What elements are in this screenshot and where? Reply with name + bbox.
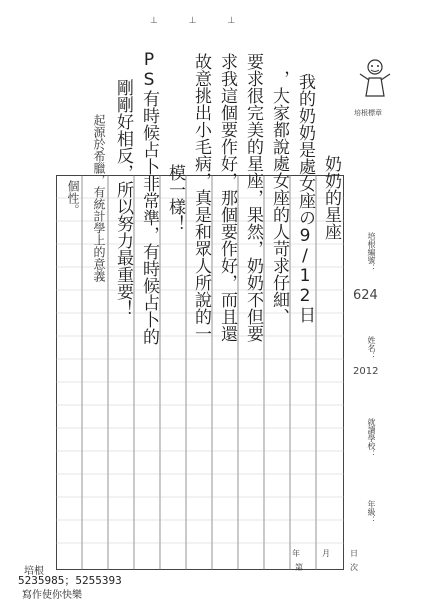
footer-year: 年 [292,549,300,558]
name-label: 姓名： [367,336,376,360]
footer-month: 月 [322,549,330,558]
essay-column-1: 奶奶的星座 [321,155,341,240]
essay-column-3: ，大家都說處女座的人苛求仔細、 [269,70,289,325]
top-registration-marks: ⊥ ⊥ ⊥ [150,16,250,26]
footer-times: 次 [350,563,358,572]
teacher-comment-column-2: 個性。 [66,179,80,216]
bottom-stamp: 培根 [24,566,44,577]
grade-number-label: 培根編號： [367,232,376,272]
essay-column-7: 模一樣！ [165,163,185,232]
grade-level-label: 年級： [367,500,376,524]
grade-number-value: 624 [353,288,378,303]
essay-column-6: 故意挑出小毛病，真是和眾人所說的一 [191,53,211,342]
teacher-comment-column-1: 起源於希臘，有統計學上的意義 [92,113,106,282]
school-label: 就讀學校： [367,418,376,458]
essay-column-4: 要求很完美的星座，果然，奶奶不但要 [243,53,263,342]
bottom-brand-slogan: 寫作使你快樂 [22,590,82,601]
essay-column-5: 求我這個要作好，那個要作好，而且還 [217,53,237,342]
bottom-id-number: 5235985；5255393 [18,574,122,587]
footer-day: 日 [350,549,358,558]
logo-caption: 培根標章 [354,109,382,117]
mascot-logo-icon [352,52,398,98]
essay-column-8: PS有時候占卜非常準，有時候占卜的 [139,50,159,345]
name-value: 2012 [353,366,379,377]
essay-column-2: 我的奶奶是處女座の9/12日 [295,72,315,323]
essay-column-9: 剛剛好相反，所以努力最重要！ [113,78,133,317]
footer-page: 第 [295,563,303,572]
